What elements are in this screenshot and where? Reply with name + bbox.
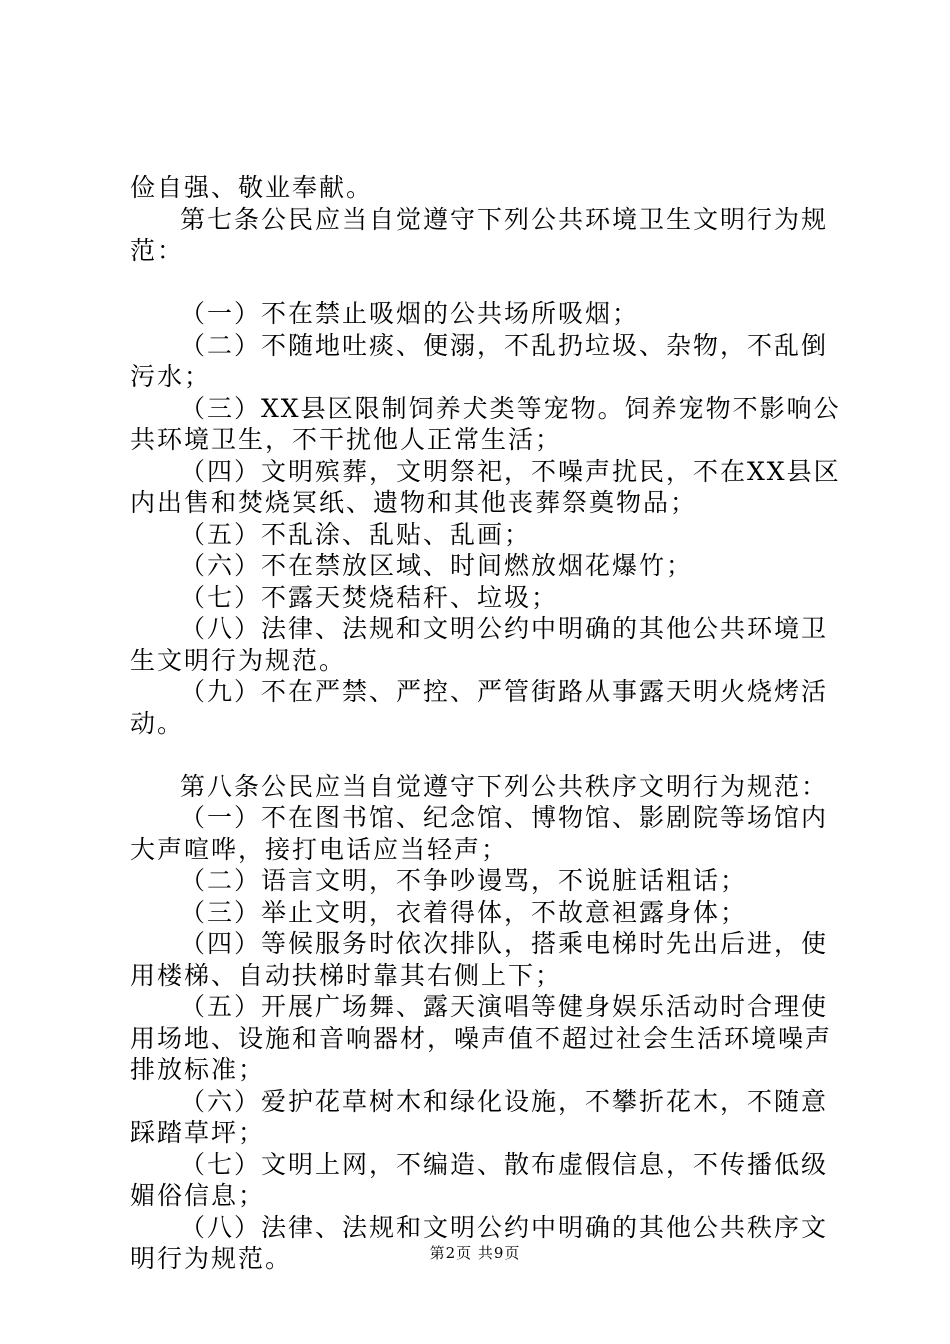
page-number-label: 第2页 共9页: [429, 1244, 521, 1262]
blank-line: [130, 267, 850, 299]
clause-item: （二）语言文明，不争吵谩骂，不说脏话粗话；: [180, 866, 748, 895]
clause-item: （一）不在禁止吸烟的公共场所吸烟；: [180, 299, 640, 328]
clause-item: （六）爱护花草树木和绿化设施，不攀折花木，不随意踩踏草坪；: [130, 1086, 829, 1147]
clause-item: （六）不在禁放区域、时间燃放烟花爆竹；: [180, 551, 694, 580]
clause-item: （四）文明殡葬，文明祭祀，不噪声扰民，不在XX县区内出售和焚烧冥纸、遗物和其他丧葬祭奠物品；: [130, 456, 841, 517]
document-body: [130, 172, 850, 1275]
article-heading: 第七条公民应当自觉遵守下列公共环境卫生文明行为规范：: [130, 204, 829, 265]
blank-line: [130, 739, 850, 771]
page-footer: [0, 1242, 950, 1263]
clause-item: （三）XX县区限制饲养犬类等宠物。饲养宠物不影响公共环境卫生，不干扰他人正常生活；: [130, 393, 841, 454]
clause-item: （五）开展广场舞、露天演唱等健身娱乐活动时合理使用场地、设施和音响器材，噪声值不超过社会生活环境噪声排放标准；: [130, 992, 833, 1084]
clause-item: （八）法律、法规和文明公约中明确的其他公共秩序文明行为规范。: [130, 1212, 829, 1273]
clause-item: （五）不乱涂、乱贴、乱画；: [180, 519, 532, 549]
clause-item: （三）举止文明，衣着得体，不故意袒露身体；: [180, 897, 748, 927]
clause-item: （四）等候服务时依次排队，搭乘电梯时先出后进，使用楼梯、自动扶梯时靠其右侧上下；: [130, 929, 829, 990]
clause-item: （七）不露天焚烧秸秆、垃圾；: [180, 582, 559, 612]
clause-item: （九）不在严禁、严控、严管街路从事露天明火烧烤活动。: [130, 677, 829, 738]
clause-item: （七）文明上网，不编造、散布虚假信息，不传播低级媚俗信息；: [130, 1149, 829, 1210]
article-heading: 第八条公民应当自觉遵守下列公共秩序文明行为规范：: [180, 771, 829, 801]
paragraph: 俭自强、敬业奉献。: [130, 173, 374, 202]
clause-item: （二）不随地吐痰、便溺，不乱扔垃圾、杂物，不乱倒污水；: [130, 330, 829, 391]
clause-item: （八）法律、法规和文明公约中明确的其他公共环境卫生文明行为规范。: [130, 614, 829, 675]
clause-item: （一）不在图书馆、纪念馆、博物馆、影剧院等场馆内大声喧哗，接打电话应当轻声；: [130, 803, 829, 864]
